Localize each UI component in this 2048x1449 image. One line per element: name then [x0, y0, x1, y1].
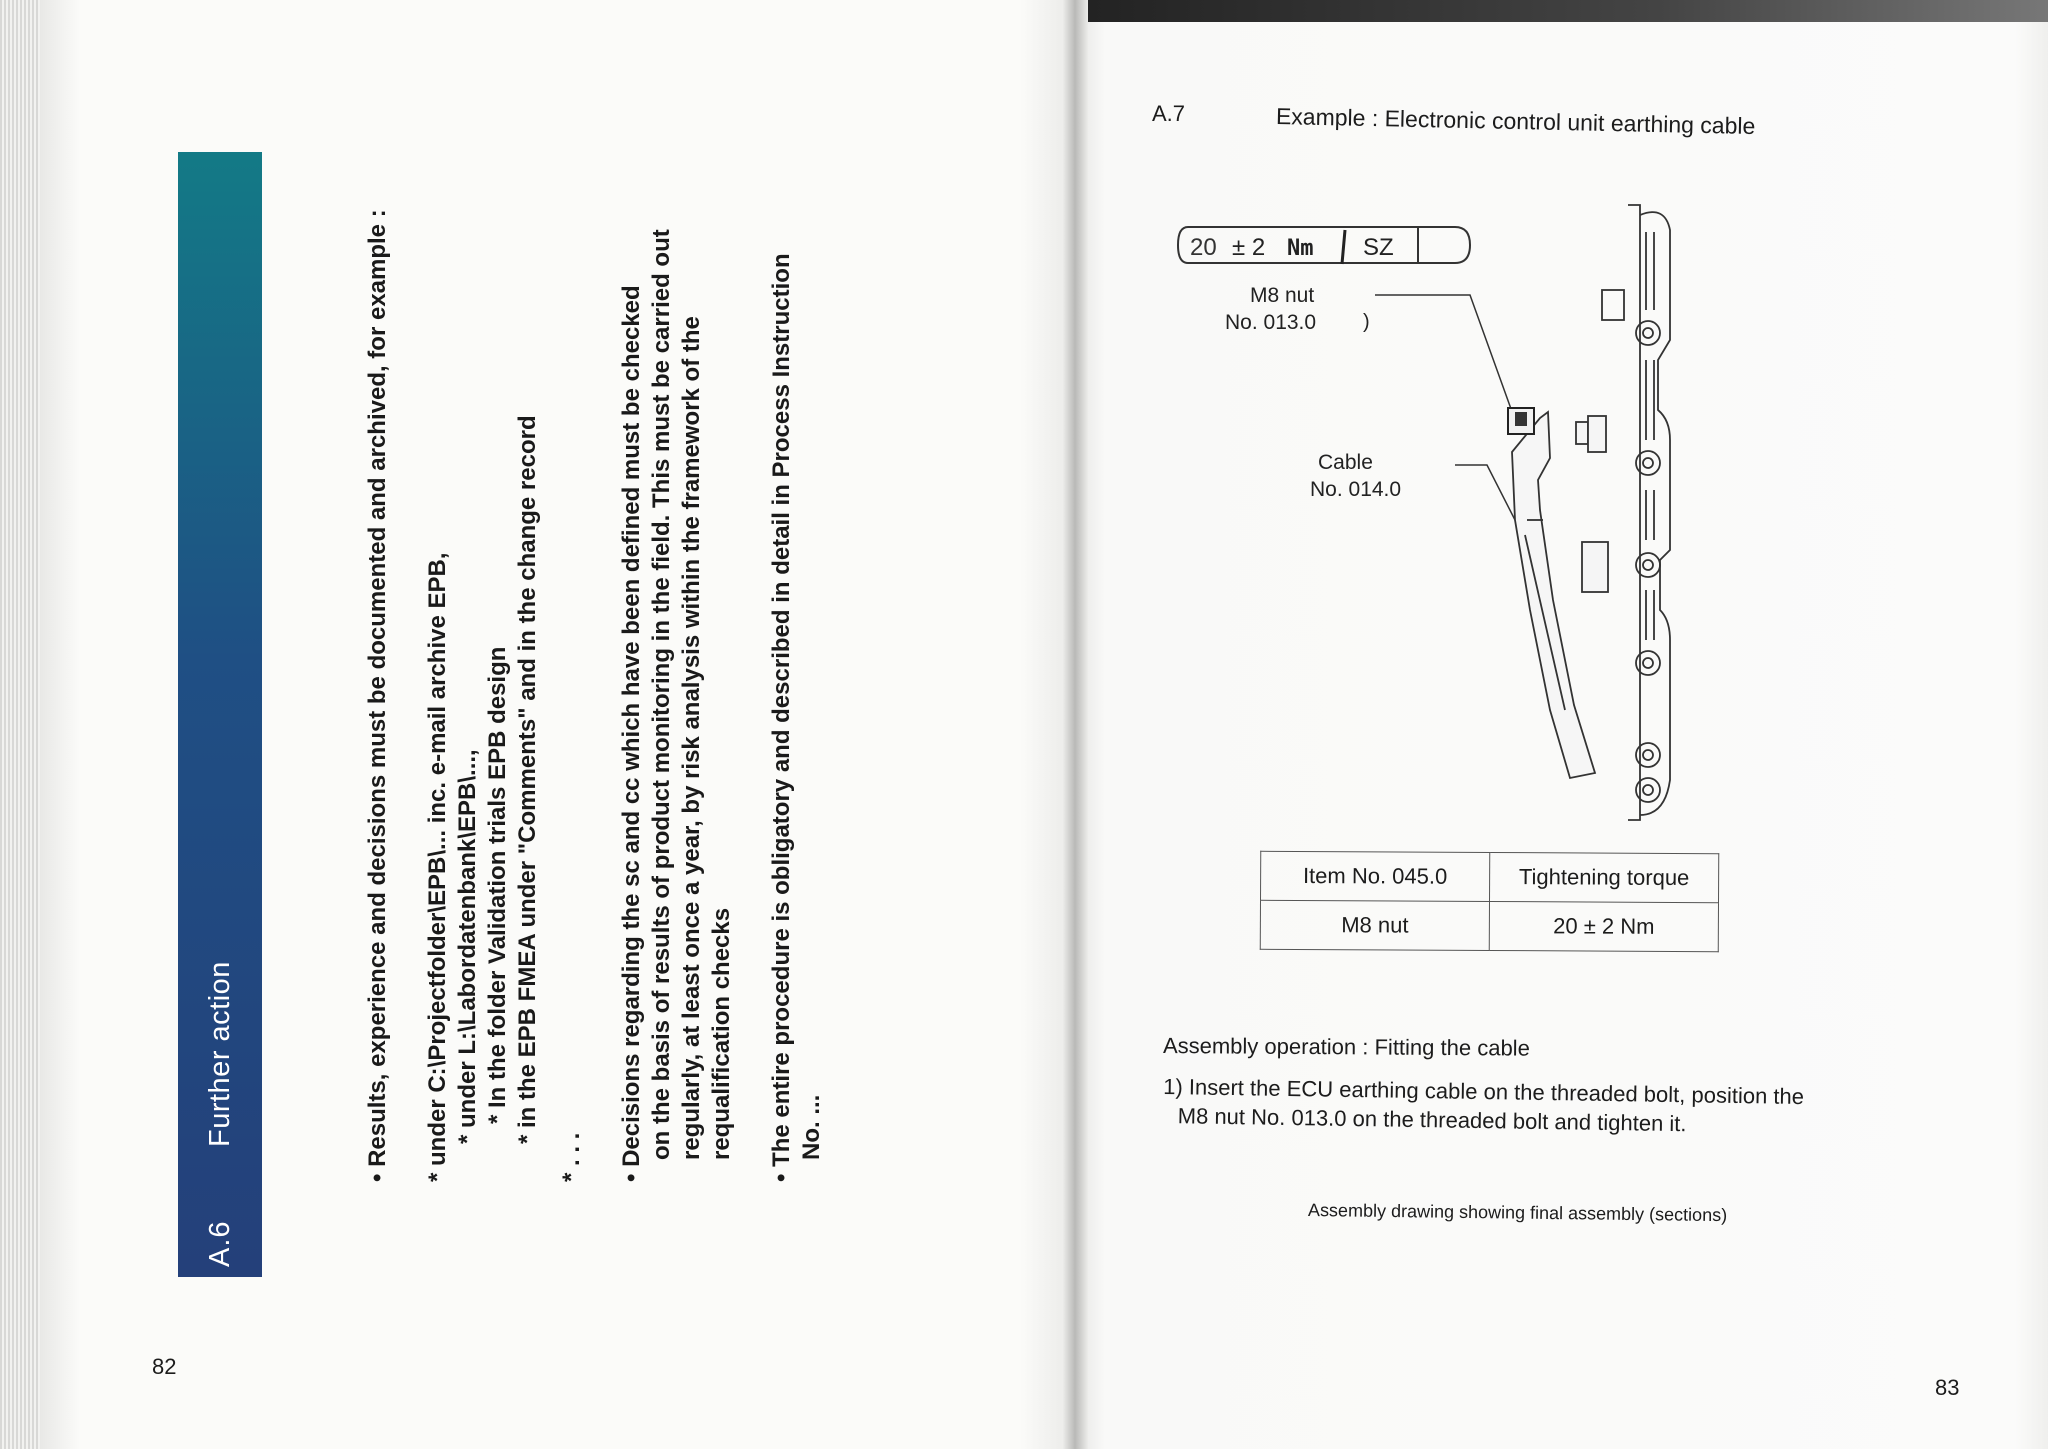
table-row: [1260, 900, 1718, 951]
table-cell-part: M8 nut: [1260, 900, 1489, 950]
assembly-title: Assembly operation : Fitting the cable: [1162, 1033, 1530, 1061]
page-number-left: 82: [152, 1354, 177, 1379]
body-line: • Results, experience and decisions must be documented and archived, for example :: [364, 209, 391, 1182]
book-gutter: [1062, 0, 1088, 1449]
nut-label-number: No. 013.0: [1225, 311, 1317, 334]
cable-shape: [1512, 412, 1595, 778]
body-line: requalification checks: [708, 907, 735, 1160]
torque-callout: [1178, 227, 1470, 264]
section-title: Further action: [203, 961, 236, 1147]
nut-shape: [1508, 408, 1534, 434]
table-header-torque: Tightening torque: [1490, 853, 1719, 903]
drawing-caption: Assembly drawing showing final assembly (sections): [1307, 1200, 1728, 1226]
bolt-shape: [1576, 416, 1608, 592]
torque-table: [1260, 851, 1720, 952]
torque-unit: Nm: [1287, 236, 1314, 261]
table-row: [1261, 851, 1719, 902]
body-line: * under L:\Labordatenbank\EPB\...,: [454, 749, 481, 1144]
ecu-housing: [1602, 205, 1670, 820]
body-line: * . . .: [558, 1132, 585, 1182]
cable-label-number: No. 014.0: [1310, 478, 1402, 501]
assembly-step-line: M8 nut No. 013.0 on the threaded bolt and tighten it.: [1177, 1103, 1687, 1137]
body-line: on the basis of results of product monitoring in the field. This must be carried out: [648, 229, 675, 1160]
left-body-text: [363, 162, 827, 1182]
body-line: regularly, at least once a year, by risk analysis within the framework of the: [678, 316, 705, 1160]
section-number-a7: A.7: [1152, 101, 1186, 126]
torque-value: 20: [1190, 234, 1217, 261]
left-page-rotated-content: [178, 152, 1038, 1277]
body-line: • Decisions regarding the sc and cc which have been defined must be checked: [618, 285, 645, 1182]
assembly-step-line: 1) Insert the ECU earthing cable on the threaded bolt, position the: [1163, 1074, 1805, 1110]
section-number: A.6: [203, 1220, 236, 1267]
cable-label-name: Cable: [1318, 451, 1373, 474]
torque-code: SZ: [1363, 234, 1394, 261]
assembly-step: [1163, 1072, 1884, 1141]
body-line: * in the EPB FMEA under "Comments" and in the change record: [514, 415, 541, 1144]
body-line: * under C:\Projectfolder\EPB\... inc. e-mail archive EPB,: [424, 552, 451, 1182]
top-shadow: [1075, 0, 2048, 22]
torque-tolerance: ± 2: [1232, 234, 1266, 261]
nut-label-name: M8 nut: [1250, 284, 1315, 307]
section-banner: [178, 152, 262, 1277]
body-line: No. ...: [798, 1094, 825, 1160]
section-title-a7: Example : Electronic control unit earthing cable: [1275, 103, 1756, 140]
page-number-right: 83: [1935, 1375, 1960, 1400]
page-edges: [0, 0, 44, 1449]
table-header-item: Item No. 045.0: [1261, 851, 1490, 901]
assembly-drawing: [1170, 190, 1710, 830]
body-line: • The entire procedure is obligatory and described in detail in Process Instruction: [768, 253, 795, 1182]
table-cell-torque: 20 ± 2 Nm: [1489, 902, 1718, 952]
nut-label-mark: ): [1363, 311, 1370, 333]
body-line: * In the folder Validation trials EPB design: [484, 646, 511, 1124]
